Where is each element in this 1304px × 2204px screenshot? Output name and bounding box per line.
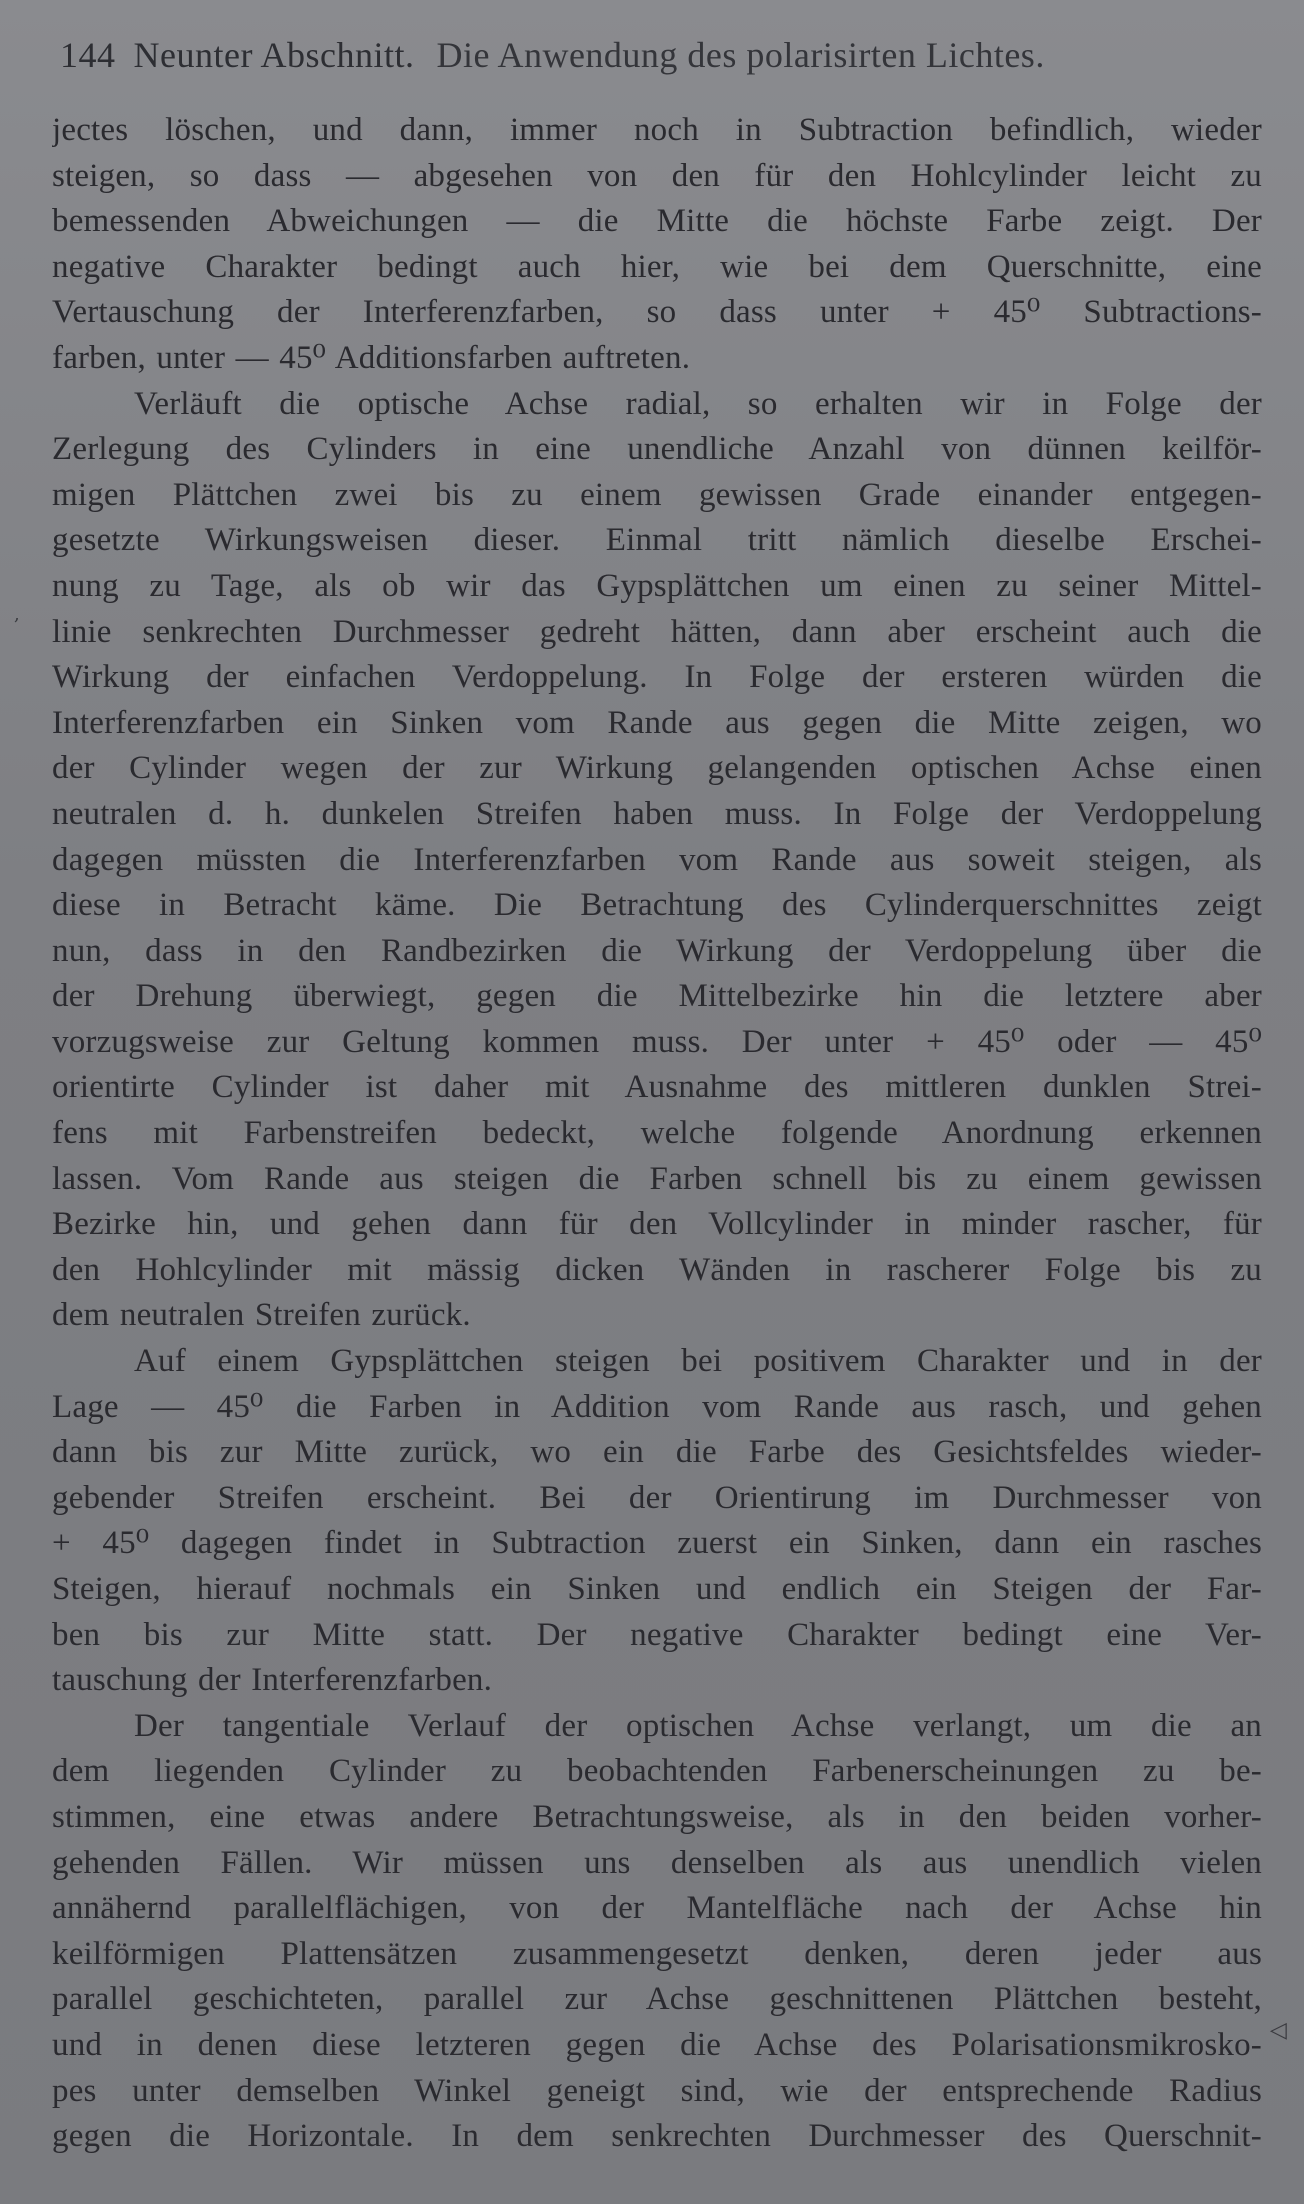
text-line: bemessenden Abweichungen — die Mitte die höchste Farbe zeigt. Der bbox=[52, 203, 1262, 240]
text-line: nung zu Tage, als ob wir das Gypsplättchen um einen zu seiner Mittel- bbox=[52, 567, 1262, 604]
text-line: dem neutralen Streifen zurück. bbox=[52, 1297, 471, 1334]
text-line: gebender Streifen erscheint. Bei der Orientirung im Durchmesser von bbox=[52, 1479, 1262, 1516]
body-text bbox=[52, 108, 1262, 2160]
text-line: dagegen müssten die Interferenzfarben vom Rande aus soweit steigen, als bbox=[52, 841, 1262, 878]
text-line: nun, dass in den Randbezirken die Wirkung der Verdoppelung über die bbox=[52, 932, 1262, 969]
text-line: lassen. Vom Rande aus steigen die Farben schnell bis zu einem gewissen bbox=[52, 1160, 1262, 1197]
text-line: migen Plättchen zwei bis zu einem gewissen Grade einander entgegen- bbox=[52, 476, 1262, 513]
text-line: Zerlegung des Cylinders in eine unendliche Anzahl von dünnen keilför- bbox=[52, 431, 1262, 468]
margin-mark-icon: ◁ bbox=[1270, 2018, 1287, 2043]
text-line: linie senkrechten Durchmesser gedreht hätten, dann aber erscheint auch die bbox=[52, 613, 1262, 650]
text-line: jectes löschen, und dann, immer noch in Subtraction befindlich, wieder bbox=[52, 112, 1262, 148]
text-line: ben bis zur Mitte statt. Der negative Charakter bedingt eine Ver- bbox=[52, 1616, 1262, 1653]
text-line: pes unter demselben Winkel geneigt sind, wie der entsprechende Radius bbox=[52, 2072, 1262, 2109]
text-line: gehenden Fällen. Wir müssen uns denselben als aus unendlich vielen bbox=[52, 1844, 1262, 1881]
text-line: annähernd parallelflächigen, von der Mantelfläche nach der Achse hin bbox=[52, 1890, 1262, 1927]
text-line: gesetzte Wirkungsweisen dieser. Einmal tritt nämlich dieselbe Erschei- bbox=[52, 522, 1262, 559]
page-number: 144 bbox=[60, 35, 116, 75]
text-line: gegen die Horizontale. In dem senkrechten Durchmesser des Querschnit- bbox=[52, 2118, 1262, 2155]
text-line: + 45⁰ dagegen findet in Subtraction zuerst ein Sinken, dann ein rasches bbox=[52, 1525, 1262, 1562]
text-line: und in denen diese letzteren gegen die Achse des Polarisationsmikrosko- bbox=[52, 2026, 1262, 2063]
text-line: vorzugsweise zur Geltung kommen muss. Der unter + 45⁰ oder — 45⁰ bbox=[52, 1023, 1262, 1060]
text-line: dem liegenden Cylinder zu beobachtenden Farbenerscheinungen zu be- bbox=[52, 1753, 1262, 1790]
text-line: Verläuft die optische Achse radial, so erhalten wir in Folge der bbox=[134, 385, 1262, 422]
text-line: fens mit Farbenstreifen bedeckt, welche folgende Anordnung erkennen bbox=[52, 1115, 1262, 1152]
text-line: negative Charakter bedingt auch hier, wie bei dem Querschnitte, eine bbox=[52, 248, 1262, 285]
text-line: Interferenzfarben ein Sinken vom Rande aus gegen die Mitte zeigen, wo bbox=[52, 704, 1262, 741]
text-line: steigen, so dass — abgesehen von den für den Hohlcylinder leicht zu bbox=[52, 157, 1262, 194]
text-line: keilförmigen Plattensätzen zusammengesetzt denken, deren jeder aus bbox=[52, 1935, 1262, 1972]
text-line: der Drehung überwiegt, gegen die Mittelbezirke hin die letztere aber bbox=[52, 978, 1262, 1015]
section-subject: Die Anwendung des polarisirten Lichtes. bbox=[436, 35, 1045, 75]
text-line: neutralen d. h. dunkelen Streifen haben muss. In Folge der Verdoppelung bbox=[52, 795, 1262, 832]
text-line: farben, unter — 45⁰ Additionsfarben auftreten. bbox=[52, 339, 691, 376]
text-line: Bezirke hin, und gehen dann für den Vollcylinder in minder rascher, für bbox=[52, 1206, 1262, 1243]
text-line: Der tangentiale Verlauf der optischen Achse verlangt, um die an bbox=[134, 1707, 1262, 1744]
text-line: Wirkung der einfachen Verdoppelung. In Folge der ersteren würden die bbox=[52, 659, 1262, 696]
text-line: orientirte Cylinder ist daher mit Ausnahme des mittleren dunklen Strei- bbox=[52, 1069, 1262, 1106]
text-line: dann bis zur Mitte zurück, wo ein die Farbe des Gesichtsfeldes wieder- bbox=[52, 1434, 1262, 1471]
text-line: parallel geschichteten, parallel zur Achse geschnittenen Plättchen besteht, bbox=[52, 1981, 1262, 2018]
text-line: Steigen, hierauf nochmals ein Sinken und endlich ein Steigen der Far- bbox=[52, 1571, 1262, 1607]
margin-tick-mark: , bbox=[14, 604, 20, 625]
chapter-title: Neunter Abschnitt. bbox=[133, 35, 415, 75]
text-line: diese in Betracht käme. Die Betrachtung des Cylinderquerschnittes zeigt bbox=[52, 887, 1262, 924]
text-line: der Cylinder wegen der zur Wirkung gelangenden optischen Achse einen bbox=[52, 750, 1262, 787]
running-header bbox=[60, 34, 1250, 86]
text-line: Lage — 45⁰ die Farben in Addition vom Rande aus rasch, und gehen bbox=[52, 1388, 1262, 1425]
text-line: den Hohlcylinder mit mässig dicken Wänden in rascherer Folge bis zu bbox=[52, 1251, 1262, 1288]
text-line: stimmen, eine etwas andere Betrachtungsweise, als in den beiden vorher- bbox=[52, 1798, 1262, 1835]
text-line: Auf einem Gypsplättchen steigen bei positivem Charakter und in der bbox=[134, 1343, 1262, 1380]
text-line: tauschung der Interferenzfarben. bbox=[52, 1662, 493, 1699]
text-line: Vertauschung der Interferenzfarben, so dass unter + 45⁰ Subtractions- bbox=[52, 294, 1262, 331]
